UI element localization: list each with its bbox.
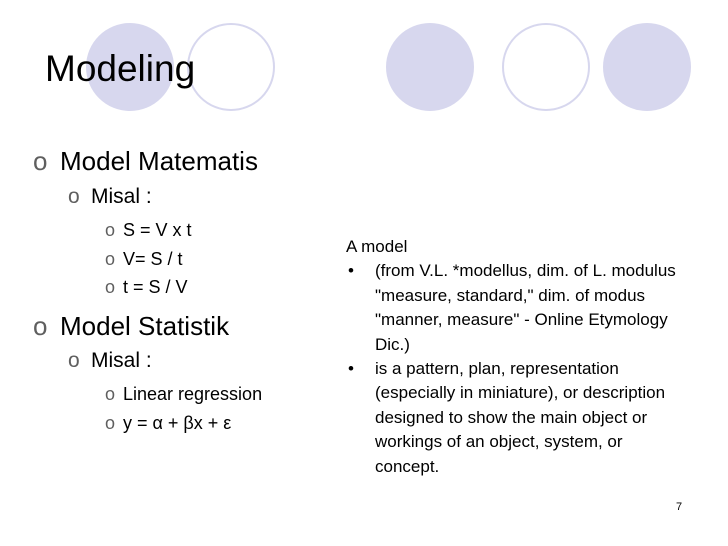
- bullet-marker: o: [33, 146, 48, 176]
- bullet-marker: o: [33, 311, 48, 341]
- definition-item-text: is a pattern, plan, representation (especially in miniature), or description designed to show the main object or workings of an object, system, or concept.: [375, 359, 666, 476]
- bullet-marker: o: [68, 185, 80, 208]
- header-circle-decoration: [603, 23, 691, 111]
- definition-item-etymology: [346, 259, 691, 357]
- bullet-marker: o: [105, 220, 116, 240]
- slide-title: Modeling: [45, 48, 196, 89]
- formula-text: V= S / t: [123, 249, 183, 269]
- example-text: Linear regression: [123, 384, 263, 404]
- outline-subitem-label: Misal :: [91, 185, 152, 208]
- bullet-dot: •: [348, 359, 354, 379]
- formula-text: t = S / V: [123, 277, 188, 297]
- bullet-dot: •: [348, 261, 354, 281]
- example-text: y = α + βx + ε: [123, 413, 232, 433]
- outline-subitem-misal: [68, 184, 152, 210]
- formula-item: [105, 219, 192, 241]
- page-number: 7: [676, 501, 683, 513]
- formula-text: S = V x t: [123, 220, 192, 240]
- bullet-marker: o: [105, 384, 116, 404]
- outline-item-label: Model Statistik: [60, 311, 230, 341]
- header-circle-decoration: [386, 23, 474, 111]
- definition-item-text: (from V.L. *modellus, dim. of L. modulus "measure, standard," dim. of modus "manner, measure" - Online Etymology Dic.): [375, 261, 676, 354]
- bullet-marker: o: [105, 277, 116, 297]
- outline-item-model-matematis: [33, 146, 258, 176]
- formula-item: [105, 276, 188, 298]
- formula-item: [105, 248, 183, 270]
- outline-subitem-label: Misal :: [91, 349, 152, 372]
- outline-subitem-misal: [68, 348, 152, 374]
- definition-text-box: [346, 235, 691, 479]
- outline-item-label: Model Matematis: [60, 146, 258, 176]
- example-item: [105, 412, 231, 434]
- bullet-marker: o: [68, 349, 80, 372]
- definition-heading: A model: [346, 237, 408, 256]
- header-circle-decoration: [502, 23, 590, 111]
- header-circle-decoration: [187, 23, 275, 111]
- bullet-marker: o: [105, 413, 116, 433]
- outline-item-model-statistik: [33, 311, 229, 341]
- bullet-marker: o: [105, 249, 116, 269]
- example-item: [105, 383, 262, 405]
- definition-item-meaning: [346, 357, 691, 479]
